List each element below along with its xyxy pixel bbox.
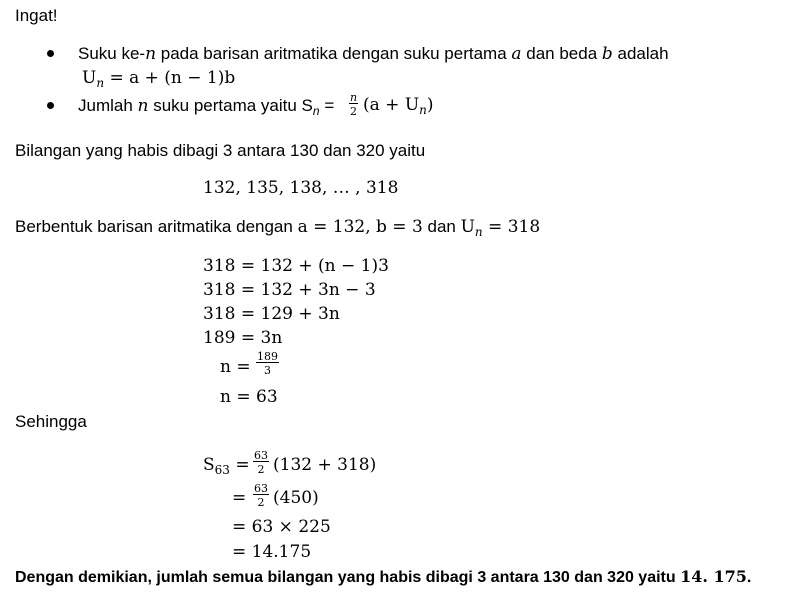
recall-item-2: Jumlah n suku pertama yaitu $S_n$ = (78, 96, 335, 118)
form-statement: Berbentuk barisan aritmatika dengan a = 132, b = 3 dan $U_n = 318$ (15, 217, 541, 239)
step-line-2: 318 = 132 + 3n − 3 (203, 280, 376, 300)
fraction-63-over-2: $\frac{63}{2}$ (254, 449, 268, 476)
bullet-icon (47, 50, 54, 57)
sum-line-3: = 63 × 225 (232, 517, 331, 537)
sum-line-1-tail: (132 + 318) (273, 455, 377, 475)
step-line-5: n = (220, 357, 251, 377)
conclusion-label: Sehingga (15, 412, 87, 431)
step-line-1: 318 = 132 + (n − 1)3 (203, 256, 389, 276)
step-line-3: 318 = 129 + 3n (203, 304, 340, 324)
problem-statement: Bilangan yang habis dibagi 3 antara 130 dan 320 yaitu (15, 141, 426, 160)
sequence: 132, 135, 138, … , 318 (203, 178, 399, 198)
sum-line-1: $S_{63}$ = (203, 455, 250, 477)
fraction-63-over-2-b: $\frac{63}{2}$ (254, 482, 268, 509)
sum-line-4: = 14.175 (232, 542, 312, 562)
step-line-6: n = 63 (220, 387, 278, 407)
recall-item-1: Suku ke-n pada barisan aritmatika dengan suku pertama a dan beda b adalah (78, 44, 669, 64)
fraction-n-over-2: $\frac{n}{2}$ (350, 91, 358, 118)
fraction-189-over-3: $\frac{189}{3}$ (257, 350, 278, 377)
formula-un: $U_n = a + (n - 1)b$ (82, 68, 236, 90)
bullet-icon (47, 102, 54, 109)
sum-line-2: = (232, 488, 247, 508)
step-line-4: 189 = 3n (203, 328, 283, 348)
formula-sn-tail: $(a + U_n)$ (363, 95, 434, 117)
sum-line-2-tail: (450) (273, 488, 319, 508)
final-answer: Dengan demikian, jumlah semua bilangan yang habis dibagi 3 antara 130 dan 320 yaitu 14. 175. (15, 567, 752, 586)
page-title: Ingat! (15, 6, 58, 25)
